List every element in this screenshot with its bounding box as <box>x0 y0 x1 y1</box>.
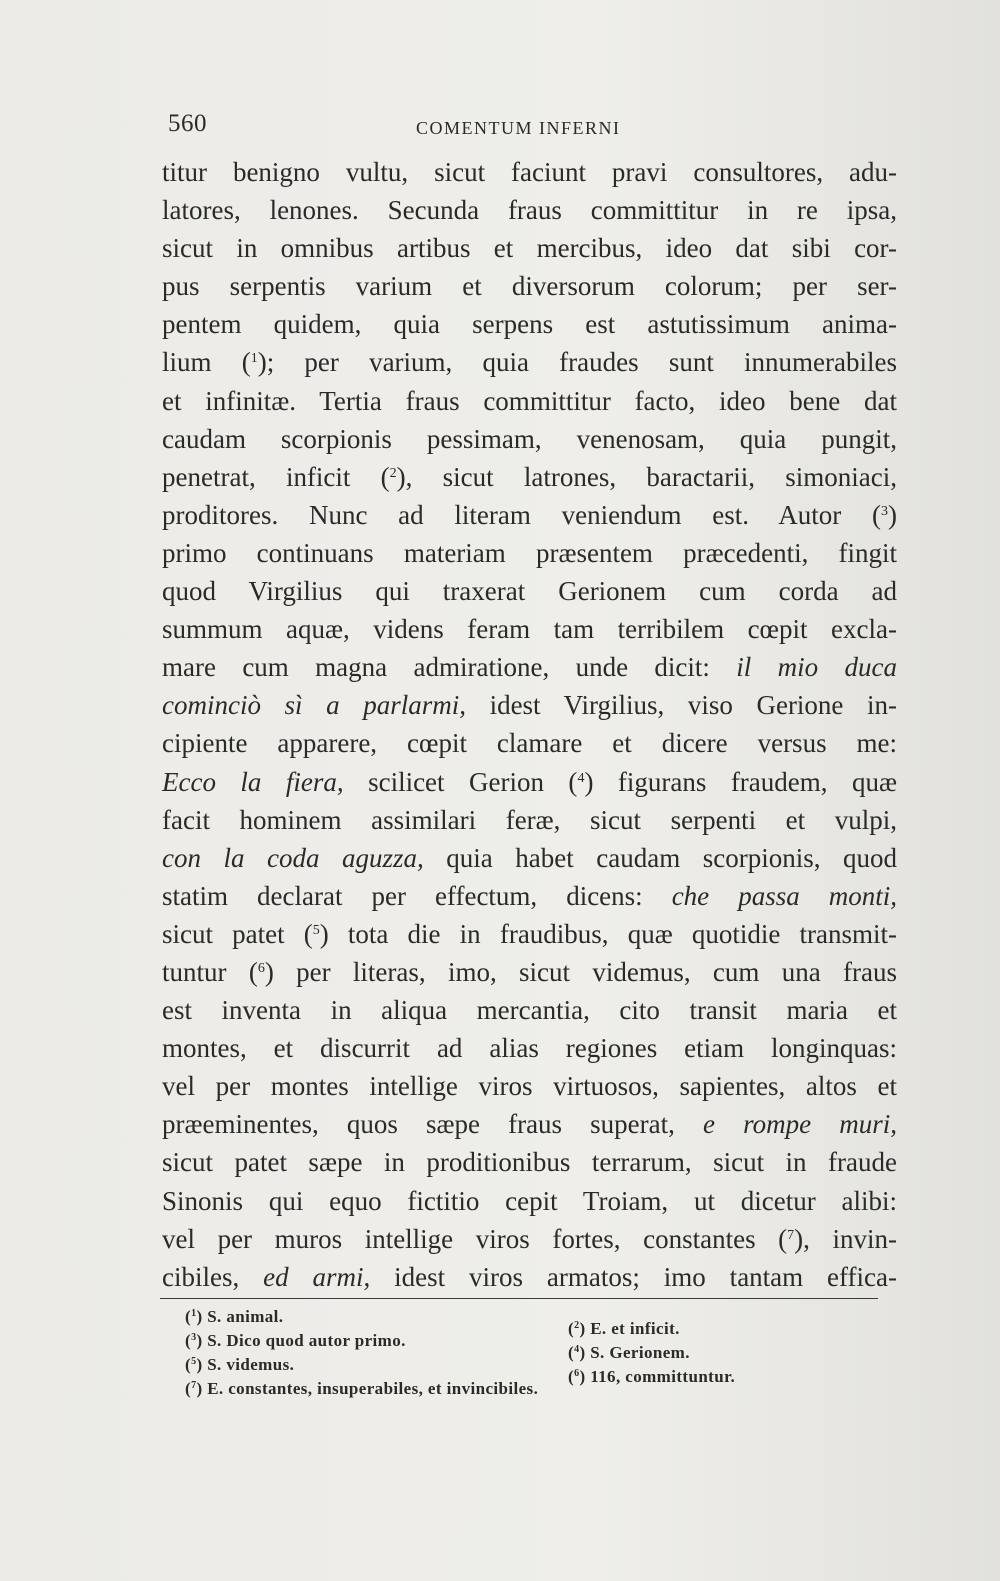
text-run: idest Virgilius, viso Gerione in- <box>465 690 897 721</box>
text-run: montes, et discurrit ad alias regiones etiam longinquas: <box>162 1033 897 1064</box>
footnote-text: E. constantes, insuperabiles, et invincibiles. <box>207 1379 539 1398</box>
footnote <box>568 1343 690 1363</box>
text-run: ), invin- <box>794 1223 897 1254</box>
text-line <box>162 420 897 458</box>
text-run: facit hominem assimilari feræ, sicut serpenti et vulpi, <box>162 804 897 835</box>
text-line <box>162 1029 897 1067</box>
footnote-mark: ($^1$) <box>185 1307 208 1326</box>
italic-quotation: Ecco la fiera, <box>162 766 344 797</box>
footnote-text: E. et inficit. <box>590 1319 680 1338</box>
text-line <box>162 915 897 953</box>
text-run: penetrat, inficit ( <box>162 461 390 492</box>
text-run: ) tota die in fraudibus, quæ quotidie transmit- <box>319 918 897 949</box>
footnote-mark: ($^3$) <box>185 1331 208 1350</box>
footnote-reference: 5 <box>312 922 320 938</box>
footnote-text: S. Dico quod autor primo. <box>207 1331 406 1350</box>
footnote <box>185 1307 283 1327</box>
footnote-reference: 7 <box>787 1227 795 1243</box>
text-run: ); per varium, quia fraudes sunt innumerabiles <box>257 347 897 378</box>
text-run: et infinitæ. Tertia fraus committitur facto, ideo bene dat <box>162 385 897 416</box>
footnote-text: 116, committuntur. <box>590 1367 736 1386</box>
text-line <box>162 382 897 420</box>
italic-quotation: che passa monti, <box>671 880 897 911</box>
text-line <box>162 877 897 915</box>
italic-quotation: ed armi, <box>263 1261 371 1292</box>
text-line <box>162 648 897 686</box>
body-text <box>162 153 897 1296</box>
text-line <box>162 724 897 762</box>
footnote-mark: ($^5$) <box>185 1355 208 1374</box>
italic-quotation: il mio duca <box>736 652 897 683</box>
footnotes <box>185 1307 885 1427</box>
text-run: vel per muros intellige viros fortes, constantes ( <box>162 1223 788 1254</box>
text-line <box>162 191 897 229</box>
text-line <box>162 1220 897 1258</box>
text-line <box>162 267 897 305</box>
text-run: pus serpentis varium et diversorum colorum; per ser- <box>162 271 897 302</box>
footnote <box>185 1331 406 1351</box>
text-run: sicut patet sæpe in proditionibus terrarum, sicut in fraude <box>162 1147 897 1178</box>
footnote-rule <box>160 1298 878 1299</box>
text-run: cibiles, <box>162 1261 264 1292</box>
text-line <box>162 953 897 991</box>
text-run: caudam scorpionis pessimam, venenosam, quia pungit, <box>162 423 897 454</box>
footnote-mark: ($^6$) <box>568 1367 591 1386</box>
text-run: Sinonis qui equo fictitio cepit Troiam, ut dicetur alibi: <box>162 1185 897 1216</box>
footnote-reference: 2 <box>389 465 397 481</box>
text-line <box>162 1067 897 1105</box>
text-line <box>162 686 897 724</box>
text-run: summum aquæ, videns feram tam terribilem cœpit excla- <box>162 614 897 645</box>
text-line <box>162 1105 897 1143</box>
text-run: mare cum magna admiratione, unde dicit: <box>162 652 737 683</box>
page-header <box>168 110 888 146</box>
footnote <box>185 1355 294 1375</box>
text-line <box>162 534 897 572</box>
text-run: sicut patet ( <box>162 918 313 949</box>
text-line <box>162 496 897 534</box>
text-run: proditores. Nunc ad literam veniendum est. Autor ( <box>162 499 881 530</box>
footnote-text: S. animal. <box>207 1307 284 1326</box>
text-line <box>162 1182 897 1220</box>
footnote-text: S. videmus. <box>207 1355 295 1374</box>
text-run: latores, lenones. Secunda fraus committitur in re ipsa, <box>162 195 897 226</box>
text-run: ), sicut latrones, baractarii, simoniaci, <box>396 461 898 492</box>
footnote-text: S. Gerionem. <box>590 1343 690 1362</box>
text-run: ) per literas, imo, sicut videmus, cum una fraus <box>264 956 897 987</box>
text-line <box>162 572 897 610</box>
text-run: cipiente apparere, cœpit clamare et dicere versus me: <box>162 728 897 759</box>
text-run: lium ( <box>162 347 251 378</box>
footnote-reference: 3 <box>881 503 888 519</box>
italic-quotation: con la coda aguzza, <box>162 842 424 873</box>
text-line <box>162 1143 897 1181</box>
text-run: primo continuans materiam præsentem præcedenti, fingit <box>162 537 897 568</box>
italic-quotation: e rompe muri, <box>703 1109 897 1140</box>
text-run: ) figurans fraudem, quæ <box>584 766 897 797</box>
text-run: sicut in omnibus artibus et mercibus, ideo dat sibi cor- <box>162 233 897 264</box>
footnote <box>185 1379 538 1399</box>
text-run: præeminentes, quos sæpe fraus superat, <box>162 1109 704 1140</box>
text-line <box>162 343 897 381</box>
text-run: ) <box>888 499 897 530</box>
text-line <box>162 229 897 267</box>
italic-quotation: cominciò sì a parlarmi, <box>162 690 466 721</box>
footnote-mark: ($^2$) <box>568 1319 591 1338</box>
text-run: scilicet Gerion ( <box>343 766 578 797</box>
footnote <box>568 1319 680 1339</box>
text-line <box>162 763 897 801</box>
footnote-mark: ($^4$) <box>568 1343 591 1362</box>
text-line <box>162 305 897 343</box>
page-number: 560 <box>168 110 207 137</box>
running-title: COMENTUM INFERNI <box>416 118 621 138</box>
footnote-reference: 1 <box>250 351 258 367</box>
text-line <box>162 610 897 648</box>
footnote-reference: 6 <box>257 960 265 976</box>
text-run: est inventa in aliqua mercantia, cito transit maria et <box>162 995 897 1026</box>
footnote <box>568 1367 735 1387</box>
text-line <box>162 458 897 496</box>
text-run: tuntur ( <box>162 956 258 987</box>
text-run: titur benigno vultu, sicut faciunt pravi consultores, adu- <box>162 157 897 187</box>
text-line <box>162 801 897 839</box>
text-line <box>162 839 897 877</box>
text-line <box>162 153 897 191</box>
text-line <box>162 1258 897 1296</box>
text-run: vel per montes intellige viros virtuosos, sapientes, altos et <box>162 1071 897 1102</box>
text-run: statim declarat per effectum, dicens: <box>162 880 672 911</box>
text-run: pentem quidem, quia serpens est astutissimum anima- <box>162 309 897 340</box>
text-run: quia habet caudam scorpionis, quod <box>423 842 897 873</box>
text-run: idest viros armatos; imo tantam effica- <box>370 1261 897 1292</box>
text-line <box>162 991 897 1029</box>
text-run: quod Virgilius qui traxerat Gerionem cum corda ad <box>162 576 897 607</box>
footnote-mark: ($^7$) <box>185 1379 208 1398</box>
footnote-reference: 4 <box>577 770 585 786</box>
